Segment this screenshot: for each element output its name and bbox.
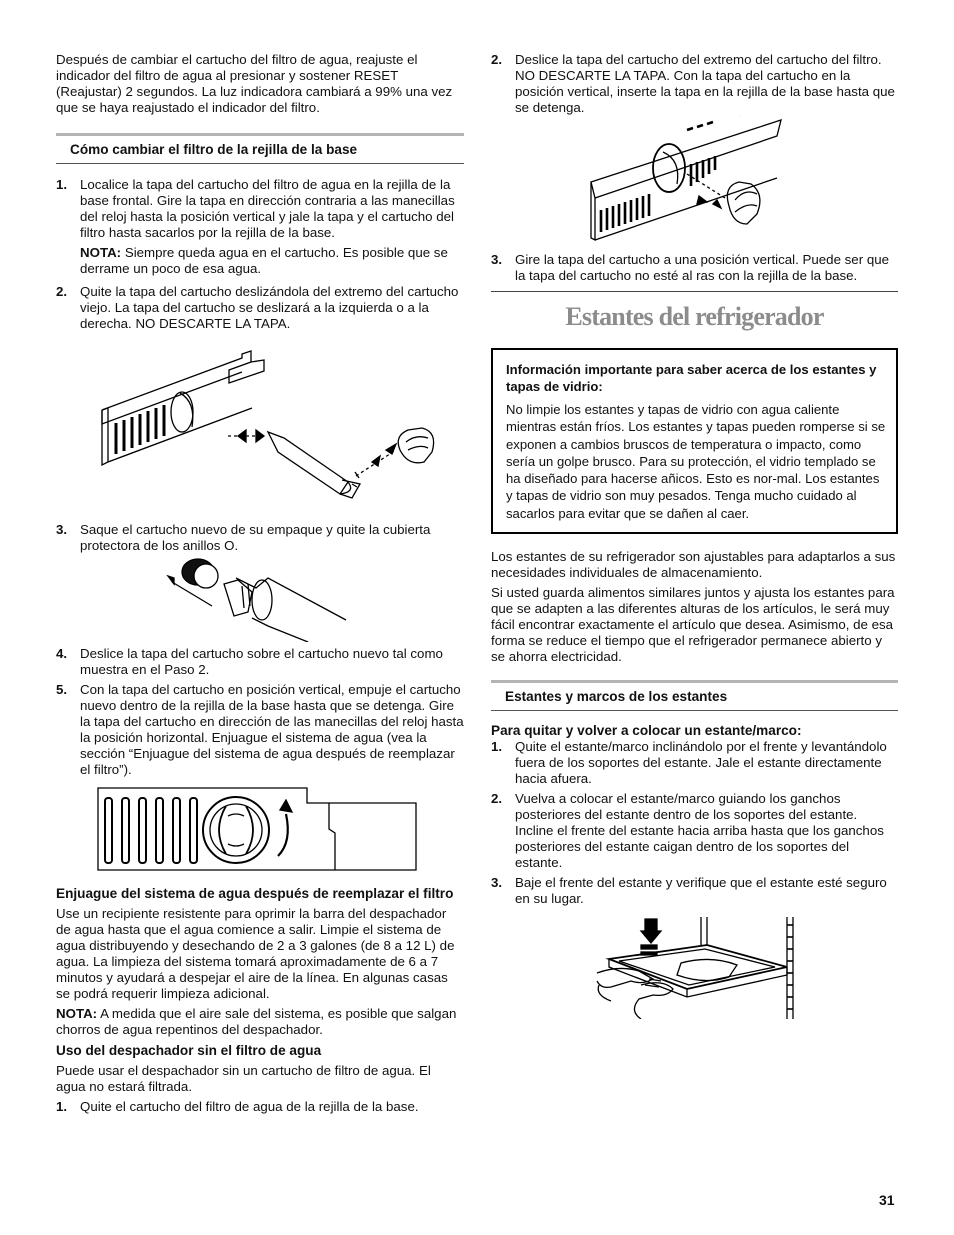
right-column	[491, 52, 898, 1019]
insert-cap-illustration	[491, 116, 898, 246]
warning-box	[491, 348, 898, 534]
step-number: 1.	[56, 1099, 68, 1114]
flush-system-note	[56, 1006, 464, 1038]
step-5	[56, 682, 464, 778]
section-heading-shelves: Estantes y marcos de los estantes	[491, 680, 898, 711]
step-number: 2.	[491, 791, 503, 807]
no-filter-text: Puede usar el despachador sin un cartucho de filtro de agua. El agua no estará filtrada.	[56, 1063, 431, 1094]
step-number: 1.	[491, 739, 503, 755]
flush-system-heading: Enjuague del sistema de agua después de reemplazar el filtro	[56, 886, 454, 901]
step-text: Gire la tapa del cartucho a una posición vertical. Puede ser que la tapa del cartucho no esté al ras con la rejilla de la base.	[515, 252, 890, 283]
step-number: 2.	[56, 284, 68, 299]
step-text: Deslice la tapa del cartucho del extremo del cartucho del filtro. NO DESCARTE LA TAPA. Con la tapa del cartucho en la posición vertical, inserte la tapa en la rejilla de la base hasta que se detenga.	[515, 52, 895, 115]
step-2	[56, 284, 464, 332]
step-3-rotate-cap	[491, 252, 898, 284]
section-heading-grille-filter: Cómo cambiar el filtro de la rejilla de la base	[56, 133, 464, 164]
shelves-paragraph-1: Los estantes de su refrigerador son ajustables para adaptarlos a sus necesidades individuales de almacenamiento.	[491, 549, 896, 581]
divider-rule	[491, 291, 898, 292]
step-number: 3.	[491, 252, 503, 267]
shelf-step-2	[491, 791, 898, 871]
step-text: Quite el cartucho del filtro de agua de la rejilla de la base.	[80, 1099, 419, 1114]
no-filter-heading: Uso del despachador sin el filtro de agua	[56, 1043, 322, 1058]
warning-text: No limpie los estantes y tapas de vidrio con agua caliente mientras están fríos. Los estantes y tapas pueden romperse si se exponen a cambios bruscos de temperatura o impacto, como sería un golpe brusco. Para su protección, el vidrio templado se ha diseñado para hacerse añicos. Esto es nor-mal. Los estantes y tapas de vidrio son muy pesados. Tenga mucho cuidado al sacarlos para evitar que se dañen al caer.	[506, 402, 886, 521]
step-4	[56, 646, 464, 678]
step-text: Quite el estante/marco inclinándolo por el frente y levantándolo fuera de los soportes del estante. Jale el estante directamente hacia afuera.	[515, 739, 887, 787]
step-number: 3.	[56, 522, 68, 537]
insert-cartridge-illustration	[56, 786, 464, 872]
page-section-title: Estantes del refrigerador	[565, 302, 824, 331]
step-text: Quite la tapa del cartucho deslizándola del extremo del cartucho viejo. La tapa del cartucho se deslizará a la izquierda o a la derecha. NO DESCARTE LA TAPA.	[80, 284, 459, 331]
note-label: NOTA:	[80, 245, 122, 260]
step-note	[80, 245, 464, 277]
step-number: 3.	[491, 875, 503, 891]
step-1	[56, 177, 464, 277]
remove-shelf-heading: Para quitar y volver a colocar un estante/marco:	[491, 723, 802, 739]
step-number: 2.	[491, 52, 503, 67]
step-text: Localice la tapa del cartucho del filtro de agua en la rejilla de la base frontal. Gire la tapa en dirección contraria a las manecillas del reloj hasta la posición vertical y jale la tapa y el cartucho del filtro hasta sacarlos por la rejilla de la base.	[80, 177, 455, 240]
shelf-step-3	[491, 875, 898, 907]
shelves-paragraph-2: Si usted guarda alimentos similares juntos y ajusta los estantes para que se adapten a las diferentes alturas de los artículos, le será muy fácil encontrar exactamente el artículo que desea. Asimismo, de esa forma se reduce el tiempo que el refrigerador permanece abierto y se ahorra electricidad.	[491, 585, 895, 665]
step-3	[56, 522, 464, 554]
step-text: Con la tapa del cartucho en posición vertical, empuje el cartucho nuevo dentro de la rejilla de la base hasta que se detenga. Gire la tapa del cartucho en dirección de las manecillas del reloj hasta la posición horizontal. Enjuague el sistema de agua (vea la sección “Enjuague del sistema de agua después de reemplazar el filtro”).	[80, 682, 464, 777]
step-number: 4.	[56, 646, 68, 661]
shelf-step-1	[491, 739, 898, 787]
remove-o-ring-cover-illustration	[56, 554, 464, 642]
step-text: Vuelva a colocar el estante/marco guiando los ganchos posteriores del estante dentro de los soportes del estante. Incline el frente del estante hacia arriba hasta que los ganchos posteriores del estante caigan dentro de los soportes del estante.	[515, 791, 884, 871]
flush-system-text: Use un recipiente resistente para oprimir la barra del despachador de agua hasta que el agua comience a salir. Limpie el sistema de agua distribuyendo y desechando de 2 a 3 galones (de 8 a 12 L) de agua. La limpieza del sistema tomará aproximadamente de 6 a 7 minutos y ayudará a despejar el aire de la línea. En algunas casas se podrá requerir limpieza adicional.	[56, 906, 455, 1001]
note-text: Siempre queda agua en el cartucho. Es posible que se derrame un poco de esa agua.	[80, 245, 448, 276]
note-text: A medida que el aire sale del sistema, es posible que salgan chorros de agua repentinos del despachador.	[56, 1006, 457, 1037]
step-text: Baje el frente del estante y verifique que el estante esté seguro en su lugar.	[515, 875, 887, 907]
warning-title: Información importante para saber acerca de los estantes y tapas de vidrio:	[506, 362, 877, 394]
step-text: Saque el cartucho nuevo de su empaque y quite la cubierta protectora de los anillos O.	[80, 522, 431, 553]
intro-paragraph: Después de cambiar el cartucho del filtro de agua, reajuste el indicador del filtro de agua al presionar y sostener RESET (Reajustar) 2 segundos. La luz indicadora cambiará a 99% una vez que se haya reajustado el indicador del filtro.	[56, 52, 453, 115]
remove-cap-illustration	[56, 332, 464, 520]
step-2-insert-cap	[491, 52, 898, 116]
no-filter-step-1	[56, 1099, 464, 1115]
left-column	[56, 52, 464, 1115]
step-number: 1.	[56, 177, 68, 192]
shelf-removal-illustration	[491, 915, 898, 1019]
step-text: Deslice la tapa del cartucho sobre el cartucho nuevo tal como muestra en el Paso 2.	[80, 646, 443, 677]
page-number: 31	[879, 1192, 895, 1208]
note-label: NOTA:	[56, 1006, 98, 1021]
step-number: 5.	[56, 682, 68, 697]
